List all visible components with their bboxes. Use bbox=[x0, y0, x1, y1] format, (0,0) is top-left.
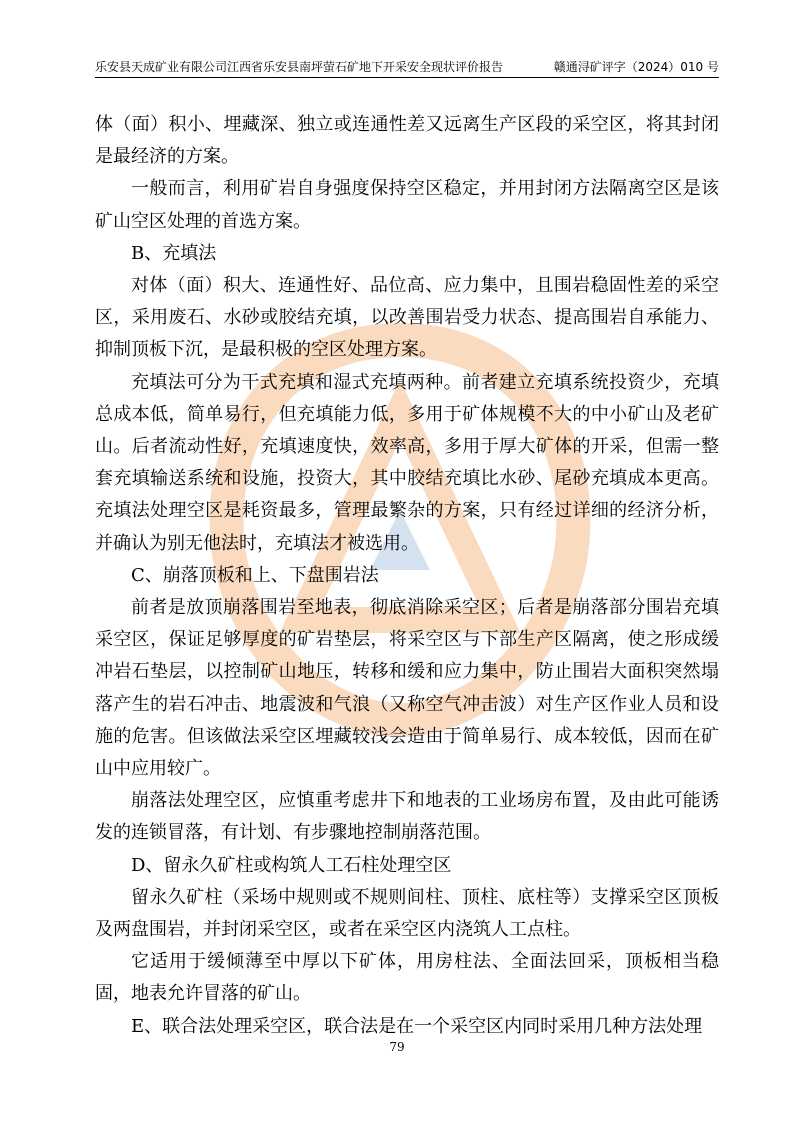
paragraph: 崩落法处理空区，应慎重考虑井下和地表的工业场房布置，及由此可能诱发的连锁冒落，有计划、有步骤地控制崩落范围。 bbox=[95, 790, 719, 844]
paragraph: 体（面）积小、埋藏深、独立或连通性差又远离生产区段的采空区，将其封闭是最经济的方案。 bbox=[95, 114, 719, 168]
header-divider bbox=[95, 77, 719, 78]
section-heading: B、充填法 bbox=[131, 242, 217, 264]
paragraph: 前者是放顶崩落围岩至地表，彻底消除采空区；后者是崩落部分围岩充填采空区，保证足够厚度的矿岩垫层，将采空区与下部生产区隔离，使之形成缓冲岩石垫层，以控制矿山地压，转移和缓和应力集中，防止围岩大面积突然塌落产生的岩石冲击、地震波和气浪（又称空气冲击波）对生产区作业人员和设施的危害。但该做法采空区埋藏较浅会造由于简单易行、成本较低，因而在矿山中应用较广。 bbox=[95, 597, 719, 780]
paragraph: 充填法可分为干式充填和湿式充填两种。前者建立充填系统投资少，充填总成本低，简单易行，但充填能力低，多用于矿体规模不大的中小矿山及老矿山。后者流动性好，充填速度快，效率高，多用于厚大矿体的开采，但需一整套充填输送系统和设施，投资大，其中胶结充填比水砂、尾砂充填成本更高。充填法处理空区是耗资最多，管理最繁杂的方案，只有经过详细的经济分析，并确认为别无他法时，充填法才被选用。 bbox=[95, 371, 719, 554]
paragraph: 一般而言，利用矿岩自身强度保持空区稳定，并用封闭方法隔离空区是该矿山空区处理的首选方案。 bbox=[95, 178, 719, 232]
page-number: 79 bbox=[389, 1040, 405, 1054]
paragraph: 它适用于缓倾薄至中厚以下矿体，用房柱法、全面法回采，顶板相当稳固，地表允许冒落的矿山。 bbox=[95, 951, 719, 1005]
header-document-number: 赣通浔矿评字（2024）010 号 bbox=[553, 60, 719, 74]
page-header bbox=[95, 56, 719, 76]
section-heading: D、留永久矿柱或构筑人工石柱处理空区 bbox=[131, 854, 452, 876]
document-body bbox=[95, 109, 719, 1043]
paragraph: E、联合法处理采空区，联合法是在一个采空区内同时采用几种方法处理 bbox=[131, 1015, 703, 1037]
paragraph: 对体（面）积大、连通性好、品位高、应力集中，且围岩稳固性差的采空区，采用废石、水砂或胶结充填，以改善围岩受力状态、提高围岩自承能力、抑制顶板下沉，是最积极的空区处理方案。 bbox=[95, 275, 719, 361]
header-report-title: 乐安县天成矿业有限公司江西省乐安县南坪萤石矿地下开采安全现状评价报告 bbox=[95, 60, 504, 74]
paragraph: 留永久矿柱（采场中规则或不规则间柱、顶柱、底柱等）支撑采空区顶板及两盘围岩，并封闭采空区，或者在采空区内浇筑人工点柱。 bbox=[95, 886, 719, 941]
section-heading: C、崩落顶板和上、下盘围岩法 bbox=[131, 564, 379, 586]
